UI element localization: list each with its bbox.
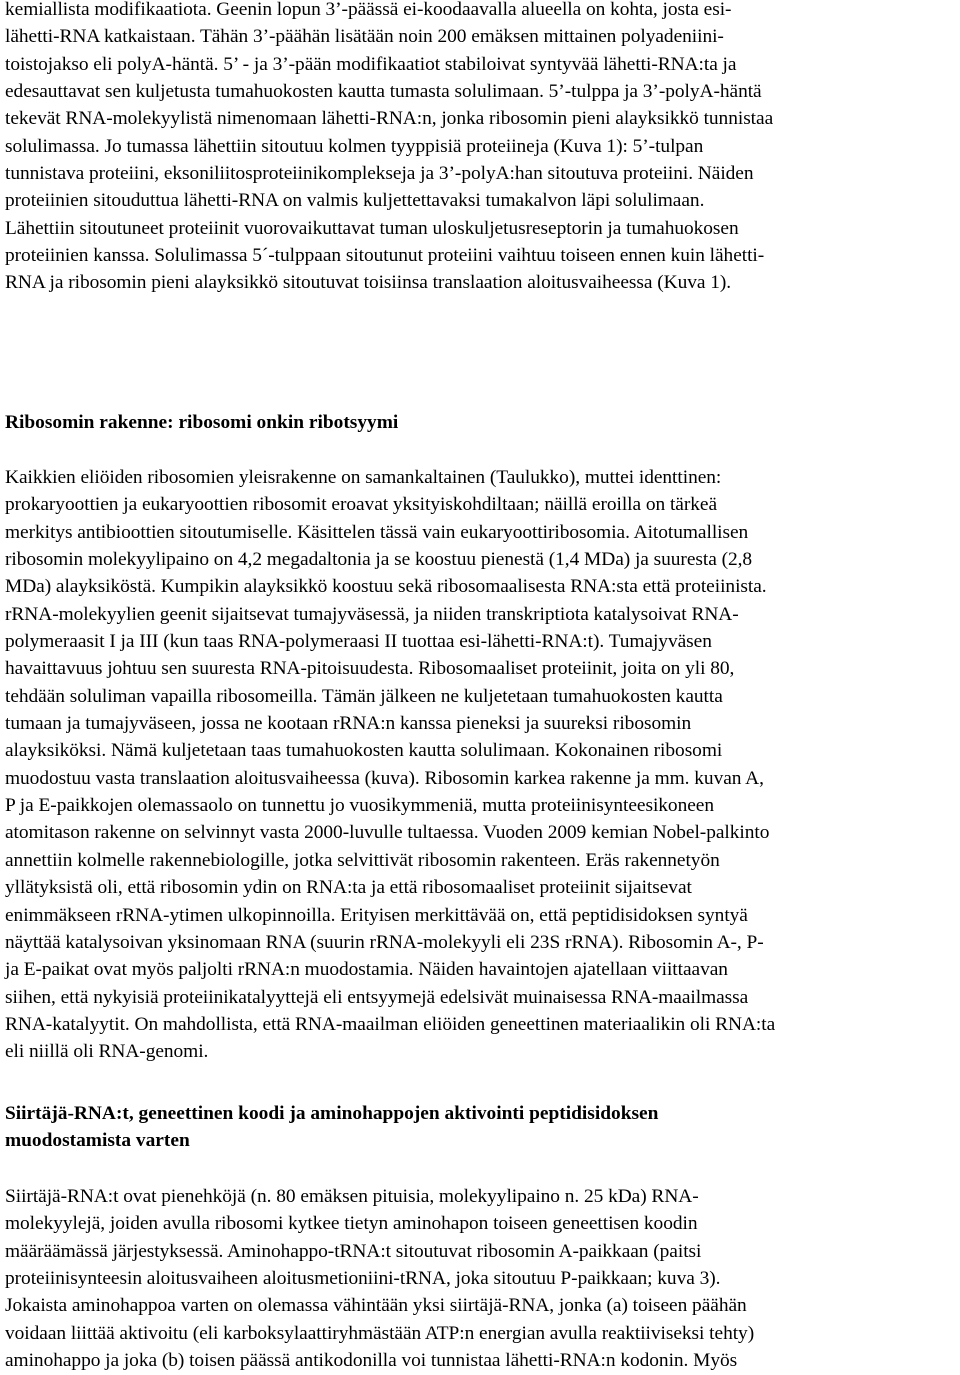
text-line: polymeraasit I ja III (kun taas RNA-polymeraasi II tuottaa esi-lähetti-RNA:t). Tumajyväsen [5, 631, 712, 653]
text-line: proteiinisynteesin aloitusvaiheen aloitusmetioniini-tRNA, joka sitoutuu P-paikkaan; kuva 3). [5, 1268, 721, 1290]
text-line: havaittavuus johtuu sen suuresta RNA-pitoisuudesta. Ribosomaaliset proteiinit, joita on yli 80, [5, 658, 735, 680]
text-line: solulimassa. Jo tumassa lähettiin sitoutuu kolmen tyyppisiä proteiineja (Kuva 1): 5’-tulpan [5, 135, 704, 157]
text-line: tumaan ja tumajyväseen, jossa ne kootaan rRNA:n kanssa pieneksi ja suureksi ribosomin [5, 713, 692, 735]
text-line: tunnistava proteiini, eksoniliitosproteiinikomplekseja ja 3’-polyA:han sitoutuva proteiini. Näiden [5, 163, 754, 185]
text-line: muodostuu vasta translaation aloitusvaiheessa (kuva). Ribosomin karkea rakenne ja mm. kuvan A, [5, 767, 764, 789]
text-line: rRNA-molekyylien geenit sijaitsevat tumajyväsessä, ja niiden transkriptiota katalysoivat RNA- [5, 603, 739, 625]
heading-text: Siirtäjä-RNA:t, geneettinen koodi ja aminohappojen aktivointi peptidisidoksen [5, 1103, 659, 1124]
text-line: enimmäkseen rRNA-ytimen ulkopinnoilla. Erityisen merkittävää on, että peptidisidoksen syntyä [5, 904, 748, 926]
text-line: atomitason rakenne on selvinnyt vasta 2000-luvulle tultaessa. Vuoden 2009 kemian Nobel-palkinto [5, 822, 770, 844]
text-line: Siirtäjä-RNA:t ovat pienehköjä (n. 80 emäksen pituisia, molekyylipaino n. 25 kDa) RNA- [5, 1186, 699, 1207]
paragraph-ribosome-structure [5, 464, 775, 1066]
text-line: prokaryoottien ja eukaryoottien ribosomit eroavat yksityiskohdiltaan; näillä eroilla on tärkeä [5, 494, 718, 516]
heading-text: Ribosomin rakenne: ribosomi onkin ribotsyymi [5, 412, 399, 433]
text-line: edesauttavat sen kuljetusta tumahuokosten kautta tumasta solulimaan. 5’-tulppa ja 3’-polyA-häntä [5, 81, 762, 103]
text-line: tehdään soluliman vapailla ribosomeilla. Tämän jälkeen ne kuljetetaan tumahuokosten kautta [5, 685, 723, 707]
text-line: siihen, että nykyisiä proteiinikatalyyttejä eli entsyymejä edelsivät muinaisessa RNA-maailmassa [5, 986, 749, 1008]
heading-text: muodostamista varten [5, 1130, 190, 1152]
text-line: ja E-paikat ovat myös paljolti rRNA:n muodostamia. Näiden havaintojen ajatellaan viittaavan [5, 959, 728, 981]
text-line: Jokaista aminohappoa varten on olemassa vähintään yksi siirtäjä-RNA, jonka (a) toiseen päähän [5, 1295, 747, 1317]
section-heading-transfer-rna [5, 1100, 658, 1155]
text-line: kemiallista modifikaatiota. Geenin lopun 3’-päässä ei-koodaavalla alueella on kohta, josta esi- [5, 0, 732, 20]
text-line: aminohappo ja joka (b) toisen päässä antikodonilla voi tunnistaa lähetti-RNA:n kodonin. Myös [5, 1350, 738, 1372]
text-line: proteiinien kanssa. Solulimassa 5´-tulppaan sitoutunut proteiini vaihtuu toiseen ennen kuin lähetti- [5, 245, 765, 267]
text-line: Kaikkien eliöiden ribosomien yleisrakenne on samankaltainen (Taulukko), muttei identtinen: [5, 467, 722, 488]
text-line: voidaan liittää aktivoitu (eli karboksylaattiryhmästään ATP:n energian avulla reaktiiviseksi tehty) [5, 1322, 755, 1344]
paragraph-transfer-rna [5, 1183, 754, 1374]
text-line: RNA-katalyytit. On mahdollista, että RNA-maailman eliöiden geneettinen materiaalikin oli RNA:ta [5, 1013, 776, 1035]
text-line: ribosomin molekyylipaino on 4,2 megadaltonia ja se koostuu pienestä (1,4 MDa) ja suuresta (2,8 [5, 549, 753, 571]
text-line: lähetti-RNA katkaistaan. Tähän 3’-päähän lisätään noin 200 emäksen mittainen polyadeniini- [5, 26, 724, 48]
text-line: eli niillä oli RNA-genomi. [5, 1041, 209, 1063]
text-line: P ja E-paikkojen olemassaolo on tunnettu jo vuosikymmeniä, mutta proteiinisynteesikoneen [5, 795, 714, 817]
section-heading-ribosome-structure [5, 409, 398, 436]
text-line: annettiin kolmelle rakennebiologille, jotka selvittivät ribosomin rakenteen. Eräs rakennetyön [5, 849, 720, 871]
text-line: RNA ja ribosomin pieni alayksikkö sitoutuvat toisiinsa translaation aloitusvaiheessa (Kuva 1). [5, 272, 732, 294]
text-line: molekyylejä, joiden avulla ribosomi kytkee tietyn aminohapon toiseen geneettisen koodin [5, 1213, 698, 1235]
text-line: merkitys antibioottien sitoutumiselle. Käsittelen tässä vain eukaryoottiribosomia. Aitotumallisen [5, 521, 749, 543]
text-line: näyttää katalysoivan yksinomaan RNA (suurin rRNA-molekyyli eli 23S rRNA). Ribosomin A-, P- [5, 931, 764, 953]
text-line: yllätyksistä oli, että ribosomin ydin on RNA:ta ja että ribosomaaliset proteiinit sijaitsevat [5, 877, 692, 899]
text-line: MDa) alayksiköstä. Kumpikin alayksikkö koostuu sekä ribosomaalisesta RNA:sta että proteiinista. [5, 576, 767, 598]
text-line: toistojakso eli polyA-häntä. 5’ - ja 3’-pään modifikaatiot stabiloivat syntyvää lähetti-RNA:ta ja [5, 53, 737, 75]
text-line: tekevät RNA-molekyylistä nimenomaan lähetti-RNA:n, jonka ribosomin pieni alayksikkö tunnistaa [5, 108, 774, 130]
paragraph-mrna-modification [5, 0, 773, 297]
text-line: proteiinien sitouduttua lähetti-RNA on valmis kuljettettavaksi tumakalvon läpi solulimaan. [5, 190, 705, 212]
text-line: Lähettiin sitoutuneet proteiinit vuorovaikuttavat tuman uloskuljetusreseptorin ja tumahuokosen [5, 217, 739, 239]
text-line: määräämässä järjestyksessä. Aminohappo-tRNA:t sitoutuvat ribosomin A-paikkaan (paitsi [5, 1240, 702, 1262]
text-line: alayksiköksi. Nämä kuljetetaan taas tumahuokosten kautta solulimaan. Kokonainen ribosomi [5, 740, 723, 762]
